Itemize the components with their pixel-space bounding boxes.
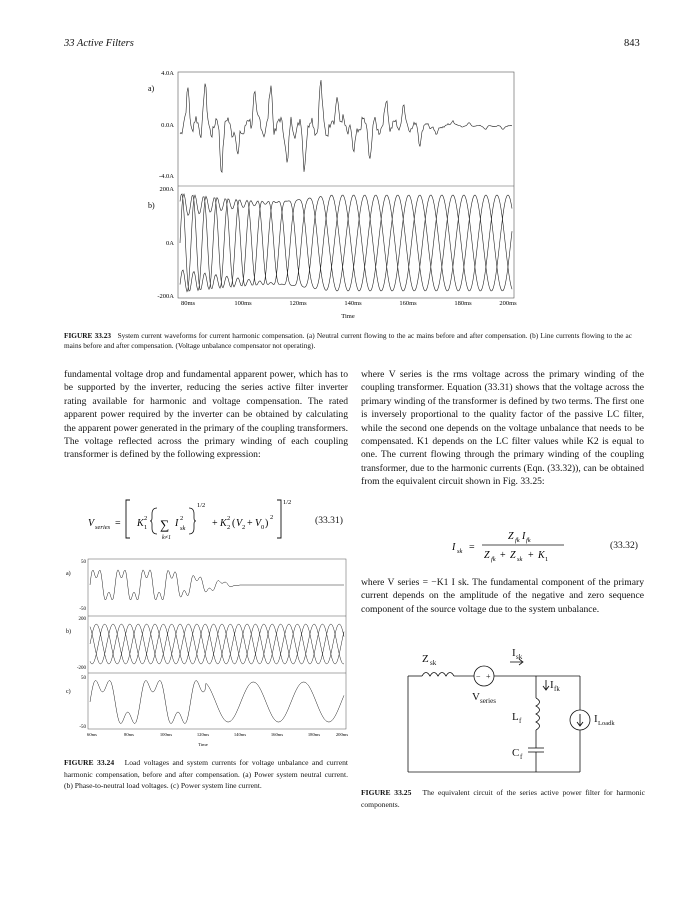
fig24-a-neutral-current-trace bbox=[90, 570, 344, 600]
fig23-xtick: 180ms bbox=[454, 300, 472, 307]
fig24-xtick: 180ms bbox=[307, 732, 321, 737]
fig23-a-ytick-mid: 0.0A bbox=[161, 122, 174, 129]
fig24-c-ytick-bottom: -50 bbox=[79, 725, 86, 730]
iload-label: I bbox=[594, 713, 598, 725]
svg-text:Loadk: Loadk bbox=[598, 720, 615, 727]
fig24-xtick: 140ms bbox=[233, 732, 247, 737]
fig23-caption-label: FIGURE 33.23 bbox=[64, 331, 111, 340]
svg-text:=: = bbox=[469, 542, 475, 553]
fig23-a-neutral-current-trace bbox=[180, 80, 512, 172]
svg-text:sk: sk bbox=[430, 659, 437, 667]
svg-text:fk: fk bbox=[515, 537, 520, 544]
fig24-b-ytick-top: 200 bbox=[78, 617, 86, 622]
fig23-xtick: 140ms bbox=[344, 300, 362, 307]
fig23-a-ytick-bottom: -4.0A bbox=[159, 173, 174, 180]
running-header-chapter: 33 Active Filters bbox=[64, 38, 134, 49]
fig23-a-label: a) bbox=[148, 84, 155, 93]
svg-text:+: + bbox=[500, 550, 506, 561]
svg-text:∑: ∑ bbox=[160, 517, 170, 532]
fig24-xtick: 100ms bbox=[159, 732, 173, 737]
eq31-formula bbox=[84, 490, 294, 550]
lf-label: L bbox=[512, 711, 519, 723]
svg-text:V: V bbox=[255, 518, 262, 529]
fig23-b-ytick-top: 200A bbox=[159, 186, 174, 193]
lf-inductor-symbol bbox=[536, 698, 540, 730]
ifk-label: I bbox=[550, 679, 554, 691]
page-number: 843 bbox=[624, 38, 640, 49]
fig24-xtick: 60ms bbox=[87, 732, 97, 737]
svg-text:series: series bbox=[480, 697, 496, 705]
eq31-isk: I bbox=[175, 518, 179, 529]
svg-text:Z: Z bbox=[484, 550, 490, 561]
svg-text:1: 1 bbox=[545, 556, 549, 563]
fig24-a-ytick-bottom: -50 bbox=[79, 607, 86, 612]
right-paragraph-2: where V series = −K1 I sk. The fundamental component of the primary current depends on the amplitude of the negative and zero sequence component of the source voltage due to the system unbalance. bbox=[361, 577, 644, 615]
fig23-xtick: 200ms bbox=[499, 300, 517, 307]
svg-text:fk: fk bbox=[554, 685, 560, 693]
fig24-xtick: 120ms bbox=[196, 732, 210, 737]
svg-text:fk: fk bbox=[526, 537, 531, 544]
eq32-formula bbox=[448, 526, 588, 566]
figure-33-23 bbox=[120, 60, 540, 322]
fig23-b-ytick-mid: 0A bbox=[166, 240, 174, 247]
svg-text:2: 2 bbox=[180, 515, 184, 522]
svg-text:sk: sk bbox=[180, 525, 186, 532]
svg-text:I: I bbox=[522, 531, 526, 542]
svg-text:I: I bbox=[452, 542, 456, 553]
vseries-label: V bbox=[472, 691, 480, 703]
svg-text:1/2: 1/2 bbox=[283, 499, 292, 506]
svg-text:2: 2 bbox=[227, 524, 231, 531]
svg-text:K: K bbox=[220, 518, 227, 529]
fig24-caption-label: FIGURE 33.24 bbox=[64, 758, 115, 767]
ifk-arrow-icon bbox=[543, 680, 549, 690]
fig25-caption-label: FIGURE 33.25 bbox=[361, 788, 412, 797]
isk-label: I bbox=[512, 647, 516, 659]
fig23-b-ytick-bottom: -200A bbox=[157, 293, 174, 300]
svg-text:Z: Z bbox=[508, 531, 514, 542]
fig24-caption bbox=[64, 757, 348, 792]
fig23-b-label: b) bbox=[148, 201, 155, 210]
fig24-c-line-current-trace bbox=[90, 681, 344, 724]
eq31-lhs-sub: series bbox=[95, 524, 111, 531]
svg-text:2: 2 bbox=[242, 524, 246, 531]
fig24-xtick: 160ms bbox=[270, 732, 284, 737]
svg-text:Z: Z bbox=[510, 550, 516, 561]
figure-33-25-circuit bbox=[392, 640, 646, 780]
fig25-caption bbox=[361, 787, 645, 810]
fig24-c-label: c) bbox=[66, 689, 71, 695]
svg-text:2: 2 bbox=[227, 515, 231, 522]
fig24-b-voltage-trace-1 bbox=[90, 624, 344, 664]
fig25-caption-text: The equivalent circuit of the series active power filter for harmonic components. bbox=[361, 788, 645, 809]
svg-text:+: + bbox=[528, 550, 534, 561]
zsk-impedance-symbol bbox=[422, 673, 454, 677]
figure-33-24 bbox=[62, 553, 352, 751]
svg-text:f: f bbox=[520, 753, 523, 761]
fig24-xlabel: Time bbox=[198, 742, 208, 747]
fig23-xtick: 120ms bbox=[289, 300, 307, 307]
svg-text:K: K bbox=[538, 550, 545, 561]
svg-text:fk: fk bbox=[491, 556, 496, 563]
svg-text:0: 0 bbox=[261, 524, 265, 531]
fig24-b-voltage-trace-3 bbox=[90, 624, 344, 664]
svg-text:1/2: 1/2 bbox=[197, 502, 206, 509]
svg-text:): ) bbox=[265, 518, 269, 529]
eq31-lhs: V bbox=[88, 518, 95, 529]
svg-text:+: + bbox=[247, 518, 253, 529]
svg-text:V: V bbox=[236, 518, 243, 529]
fig24-caption-text: Load voltages and system currents for voltage unbalance and current harmonic compensation, before and after compensation. (a) Power system neutral current. (b) Phase-to-neutral load voltages. (c) Power system line current. bbox=[64, 758, 348, 790]
zsk-label: Z bbox=[422, 653, 429, 665]
fig23-xlabel: Time bbox=[341, 313, 355, 320]
svg-text:2: 2 bbox=[270, 514, 274, 521]
svg-text:k≠1: k≠1 bbox=[162, 535, 171, 541]
fig24-xtick: 200ms bbox=[335, 732, 349, 737]
fig24-b-label: b) bbox=[66, 629, 71, 635]
svg-text:−: − bbox=[476, 672, 481, 681]
fig24-b-ytick-bottom: -200 bbox=[76, 666, 86, 671]
fig23-caption-text: System current waveforms for current harmonic compensation. (a) Neutral current flowing to the ac mains before and after compensation. (b) Line currents flowing to the ac mains before and after compensation. (Voltage unbalance compensator not operating). bbox=[64, 331, 632, 350]
cf-label: C bbox=[512, 747, 520, 759]
fig24-xtick: 80ms bbox=[124, 732, 134, 737]
svg-text:+: + bbox=[486, 672, 491, 681]
fig24-a-ytick-top: 50 bbox=[81, 560, 86, 565]
fig23-xtick: 160ms bbox=[399, 300, 417, 307]
fig24-a-label: a) bbox=[66, 571, 71, 577]
eq32-number: (33.32) bbox=[610, 540, 638, 551]
eq31-number: (33.31) bbox=[315, 515, 343, 526]
svg-text:sk: sk bbox=[457, 548, 463, 555]
eq31-equals: = bbox=[115, 518, 121, 529]
svg-text:(: ( bbox=[232, 518, 236, 529]
equation-33-31 bbox=[84, 490, 356, 550]
fig23-a-ytick-top: 4.0A bbox=[161, 70, 174, 77]
right-paragraph-1: where V series is the rms voltage across the primary winding of the coupling transformer. Equation (33.31) shows that the voltage across the primary winding of the transformer is defined by two terms. The first one is inversely proportional to the quality factor of the passive LC filter, while the second one depends on the voltage unbalance that needs to be compensated. K1 depends on the LC filter values while K2 is equal to one. The current flowing through the primary winding of the coupling transformer, due to the harmonic currents (Eqn. (33.32)), can be obtained from the equivalent circuit shown in Fig. 33.25: bbox=[361, 369, 644, 488]
svg-text:1: 1 bbox=[144, 524, 148, 531]
fig23-xtick: 80ms bbox=[180, 300, 196, 307]
svg-text:sk: sk bbox=[517, 556, 523, 563]
fig24-c-ytick-top: 50 bbox=[81, 676, 86, 681]
fig23-caption bbox=[64, 331, 632, 351]
svg-text:f: f bbox=[519, 717, 522, 725]
fig24-b-voltage-trace-2 bbox=[90, 624, 344, 664]
svg-text:+: + bbox=[212, 518, 218, 529]
svg-text:2: 2 bbox=[144, 515, 148, 522]
left-paragraph: fundamental voltage drop and fundamental apparent power, which has to be supported by the inverter, reducing the series active filter inverter rating available for harmonic and voltage compensation. The rated apparent power required by the inverter can be obtained by calculating the apparent power generated in the primary of the coupling transformers. The voltage reflected across the primary winding of each coupling transformer is defined by the following expression: bbox=[64, 369, 348, 461]
fig23-b-line-current-trace-1 bbox=[180, 194, 512, 291]
svg-text:sk: sk bbox=[516, 653, 523, 661]
fig23-xtick: 100ms bbox=[234, 300, 252, 307]
eq31-k1: K bbox=[137, 518, 144, 529]
equation-33-32 bbox=[448, 526, 648, 566]
